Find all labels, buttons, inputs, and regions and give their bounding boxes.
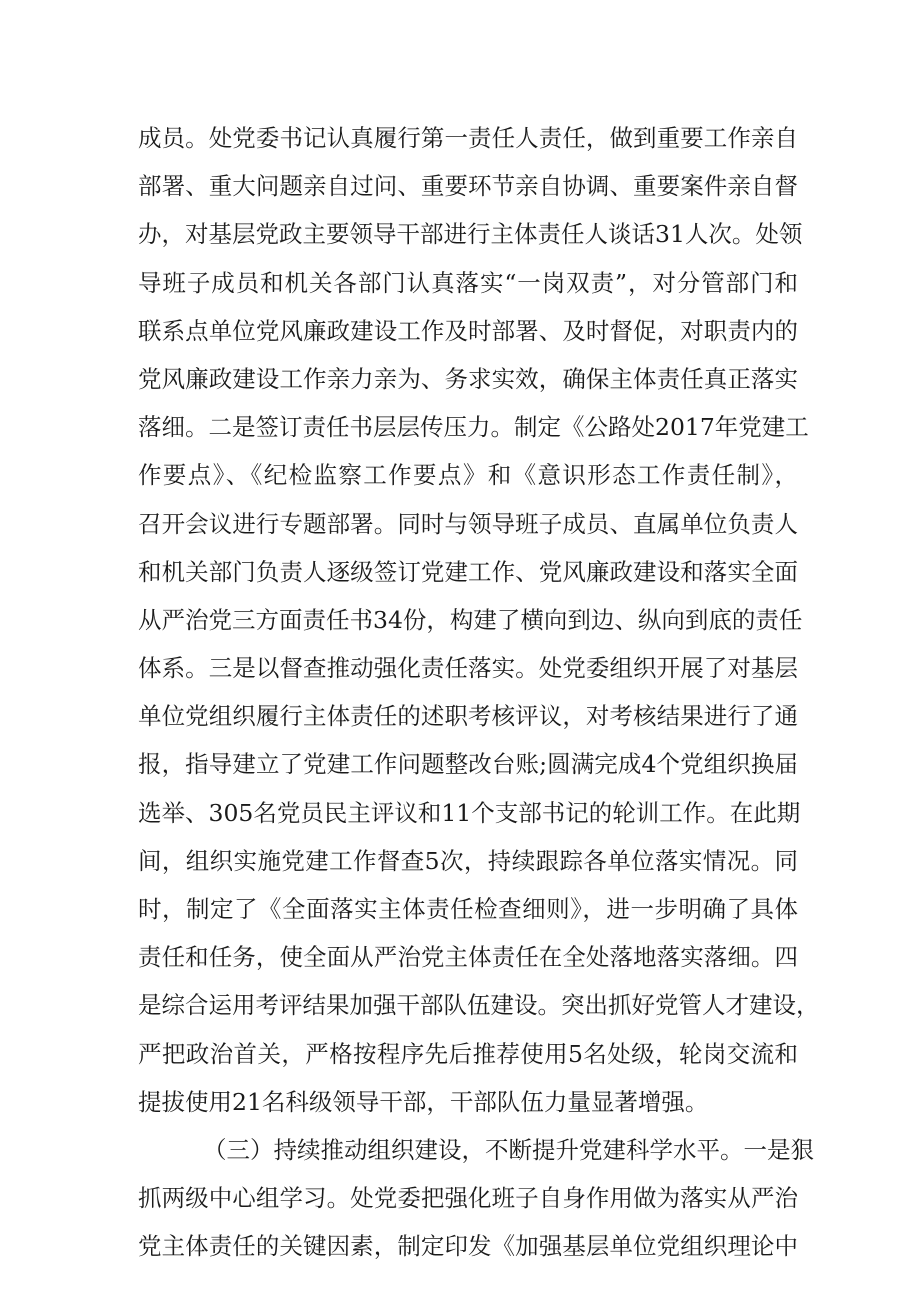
text-line: 党风廉政建设工作亲力亲为、务求实效，确保主体责任真正落实 [138,364,798,393]
text-line: 报，指导建立了党建工作问题整改台账;圆满完成4个党组织换届 [138,750,798,779]
section-heading-line: （三）持续推动组织建设，不断提升党建科学水平。一是狠 [203,1135,814,1164]
text-line: 落细。二是签订责任书层层传压力。制定《公路处2017年党建工 [138,413,809,442]
text-line: 体系。三是以督查推动强化责任落实。处党委组织开展了对基层 [138,654,798,683]
text-line: 抓两级中心组学习。处党委把强化班子自身作用做为落实从严治 [138,1184,798,1213]
text-line: 从严治党三方面责任书34份，构建了横向到边、纵向到底的责任 [138,605,803,634]
text-line: 严把政治首关，严格按程序先后推荐使用5名处级，轮岗交流和 [138,1039,798,1068]
text-line: 部署、重大问题亲自过问、重要环节亲自协调、重要案件亲自督 [138,172,798,201]
text-line: 选举、305名党员民主评议和11个支部书记的轮训工作。在此期 [138,798,801,827]
text-line: 作要点》、《纪检监察工作要点》和《意识形态工作责任制》， [138,461,798,490]
text-line: 成员。处党委书记认真履行第一责任人责任，做到重要工作亲自 [138,124,798,152]
text-line: 联系点单位党风廉政建设工作及时部署、及时督促，对职责内的 [138,316,798,345]
text-line: 召开会议进行专题部署。同时与领导班子成员、直属单位负责人 [138,509,798,538]
body-text [138,114,820,1271]
text-line: 是综合运用考评结果加强干部队伍建设。突出抓好党管人才建设， [138,991,820,1020]
text-line: 时，制定了《全面落实主体责任检查细则》，进一步明确了具体 [138,895,798,923]
text-line: 间，组织实施党建工作督查5次，持续跟踪各单位落实情况。同 [138,846,798,875]
text-line: 导班子成员和机关各部门认真落实“一岗双责”，对分管部门和 [138,268,798,297]
text-line: 党主体责任的关键因素，制定印发《加强基层单位党组织理论中 [138,1232,798,1261]
text-line: 和机关部门负责人逐级签订党建工作、党风廉政建设和落实全面 [138,557,798,586]
text-line: 提拔使用21名科级领导干部，干部队伍力量显著增强。 [138,1087,709,1116]
text-line: 办，对基层党政主要领导干部进行主体责任人谈话31人次。处领 [138,220,803,249]
text-line: 责任和任务，使全面从严治党主体责任在全处落地落实落细。四 [138,943,798,972]
text-line: 单位党组织履行主体责任的述职考核评议，对考核结果进行了通 [138,702,798,731]
